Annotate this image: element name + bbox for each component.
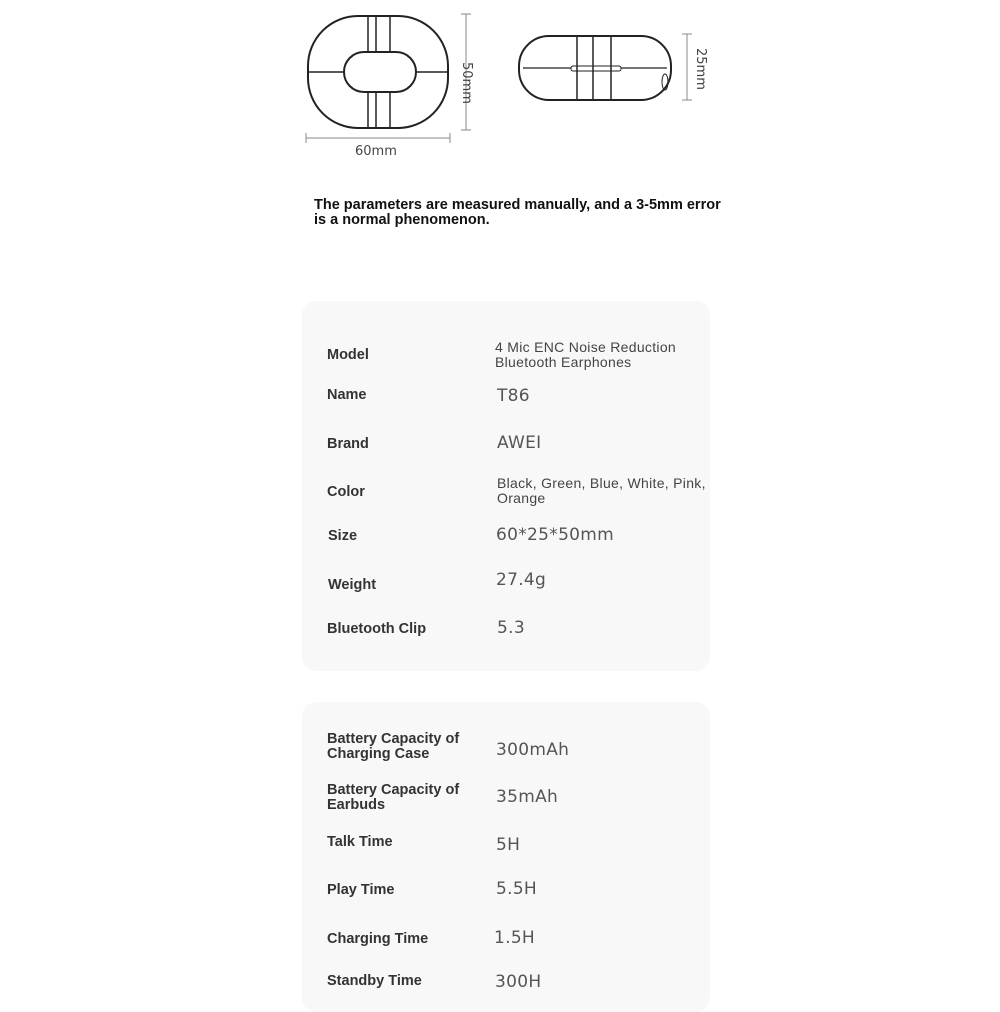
spec-label: Brand <box>327 436 369 452</box>
case-side-view-drawing <box>515 30 695 110</box>
spec-label: Standby Time <box>327 973 422 989</box>
spec-card-battery <box>302 702 710 1012</box>
spec-value: 5.5H <box>496 879 538 899</box>
spec-label: Model <box>327 347 369 363</box>
spec-value: 1.5H <box>494 928 536 948</box>
spec-label: Charging Time <box>327 931 429 947</box>
spec-value: 5H <box>496 835 521 855</box>
spec-label: Size <box>328 528 358 544</box>
spec-label: Bluetooth Clip <box>327 621 427 637</box>
spec-value: 4 Mic ENC Noise Reduction Bluetooth Earphones <box>495 339 677 370</box>
spec-value: 5.3 <box>497 618 525 638</box>
spec-label: Weight <box>328 577 377 593</box>
width-dimension-label: 60mm <box>355 144 397 159</box>
spec-value: 27.4g <box>496 570 547 590</box>
spec-value: Black, Green, Blue, White, Pink, Orange <box>497 475 706 506</box>
height-dimension-label: 50mm <box>459 62 474 104</box>
measurement-note: The parameters are measured manually, and a 3-5mm error is a normal phenomenon. <box>314 197 721 228</box>
spec-label: Name <box>327 387 367 403</box>
spec-value: 35mAh <box>496 787 559 807</box>
spec-label: Battery Capacity of Earbuds <box>327 782 460 813</box>
spec-label: Battery Capacity of Charging Case <box>327 731 460 762</box>
spec-value: 60*25*50mm <box>496 525 615 545</box>
spec-label: Talk Time <box>327 834 393 850</box>
spec-value: AWEI <box>497 433 542 453</box>
spec-value: 300mAh <box>496 740 570 760</box>
spec-label: Play Time <box>327 882 395 898</box>
spec-value: T86 <box>497 386 530 406</box>
spec-value: 300H <box>495 972 542 992</box>
spec-label: Color <box>327 484 365 500</box>
spec-card-general <box>302 301 710 671</box>
depth-dimension-label: 25mm <box>693 48 708 90</box>
